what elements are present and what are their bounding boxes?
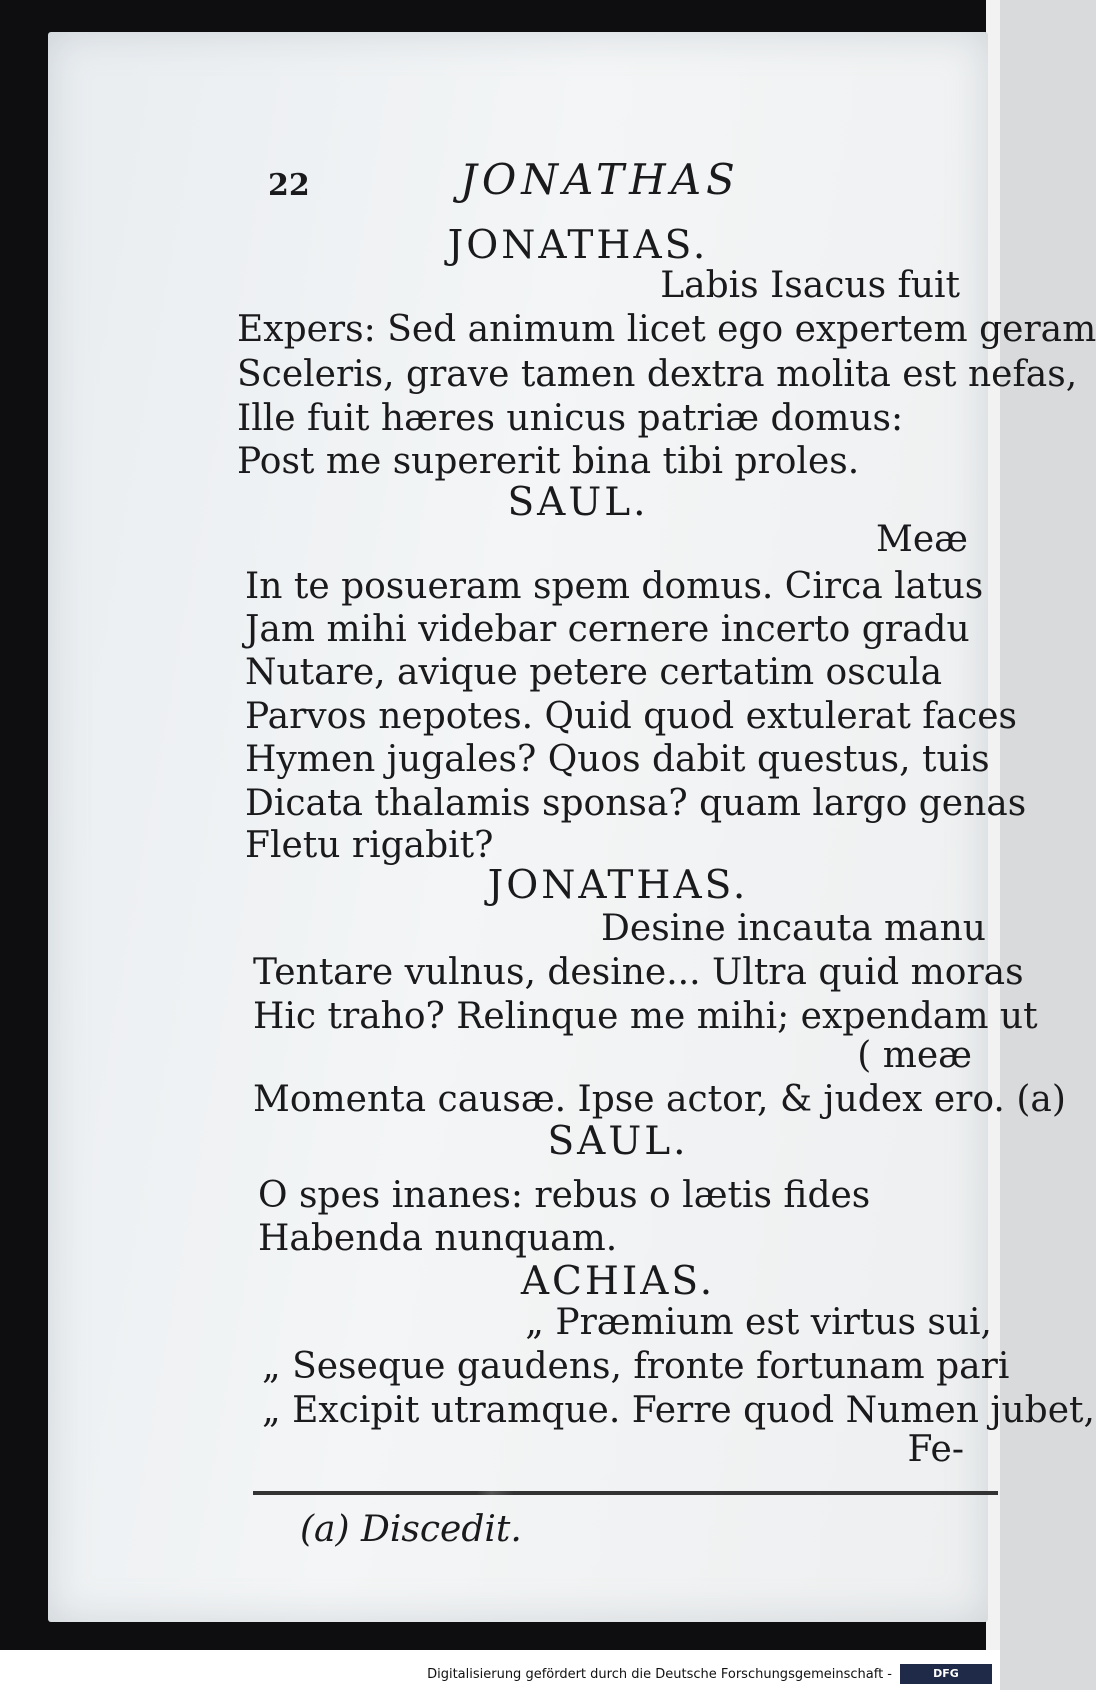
speaker-heading: SAUL. (507, 480, 649, 525)
verse-line: Expers: Sed animum licet ego expertem geram (237, 309, 1096, 350)
verse-line: In te posueram spem domus. Circa latus (245, 566, 984, 607)
catchword: Fe- (907, 1429, 964, 1470)
scan-edge (986, 0, 1000, 1690)
verse-line: Ille fuit hæres unicus patriæ domus: (237, 398, 904, 439)
verse-line: „ Seseque gaudens, fronte fortunam pari (262, 1346, 1010, 1387)
verse-line: Meæ (875, 519, 968, 560)
verse-line: Tentare vulnus, desine... Ultra quid moras (253, 952, 1024, 993)
verse-line: „ Excipit utramque. Ferre quod Numen jubet, (262, 1390, 1095, 1431)
verse-line: Nutare, avique petere certatim oscula (245, 652, 943, 693)
verse-line: Hymen jugales? Quos dabit questus, tuis (245, 739, 990, 780)
speaker-heading: JONATHAS. (487, 863, 749, 908)
footnote-rule (253, 1491, 998, 1495)
verse-line: Labis Isacus fuit (660, 265, 960, 306)
verse-line: Fletu rigabit? (245, 825, 494, 866)
page-number: 22 (268, 168, 310, 203)
verse-line: ( meæ (857, 1035, 972, 1076)
verse-line: Dicata thalamis sponsa? quam largo genas (245, 783, 1027, 824)
verse-line: Jam mihi videbar cernere incerto gradu (245, 609, 970, 650)
verse-line: Post me supererit bina tibi proles. (237, 441, 860, 482)
digitization-credit: Digitalisierung gefördert durch die Deutsche Forschungsgemeinschaft - (427, 1667, 892, 1682)
running-title: JONATHAS (460, 155, 740, 204)
verse-line: Hic traho? Relinque me mihi; expendam ut (253, 996, 1038, 1037)
verse-line: „ Præmium est virtus sui, (525, 1302, 992, 1343)
verse-line: Sceleris, grave tamen dextra molita est nefas, (237, 354, 1078, 395)
speaker-heading: SAUL. (547, 1119, 689, 1164)
footnote: (a) Discedit. (300, 1509, 522, 1550)
speaker-heading: JONATHAS. (447, 223, 709, 268)
verse-line: Parvos nepotes. Quid quod extulerat faces (245, 696, 1018, 737)
dfg-logo: DFG (900, 1664, 992, 1684)
verse-line: Desine incauta manu (601, 908, 986, 949)
speaker-heading: ACHIAS. (520, 1259, 716, 1304)
verse-line: O spes inanes: rebus o lætis fides (258, 1175, 871, 1216)
verse-line: Momenta causæ. Ipse actor, & judex ero. (a) (253, 1079, 1066, 1120)
verse-line: Habenda nunquam. (258, 1218, 618, 1259)
